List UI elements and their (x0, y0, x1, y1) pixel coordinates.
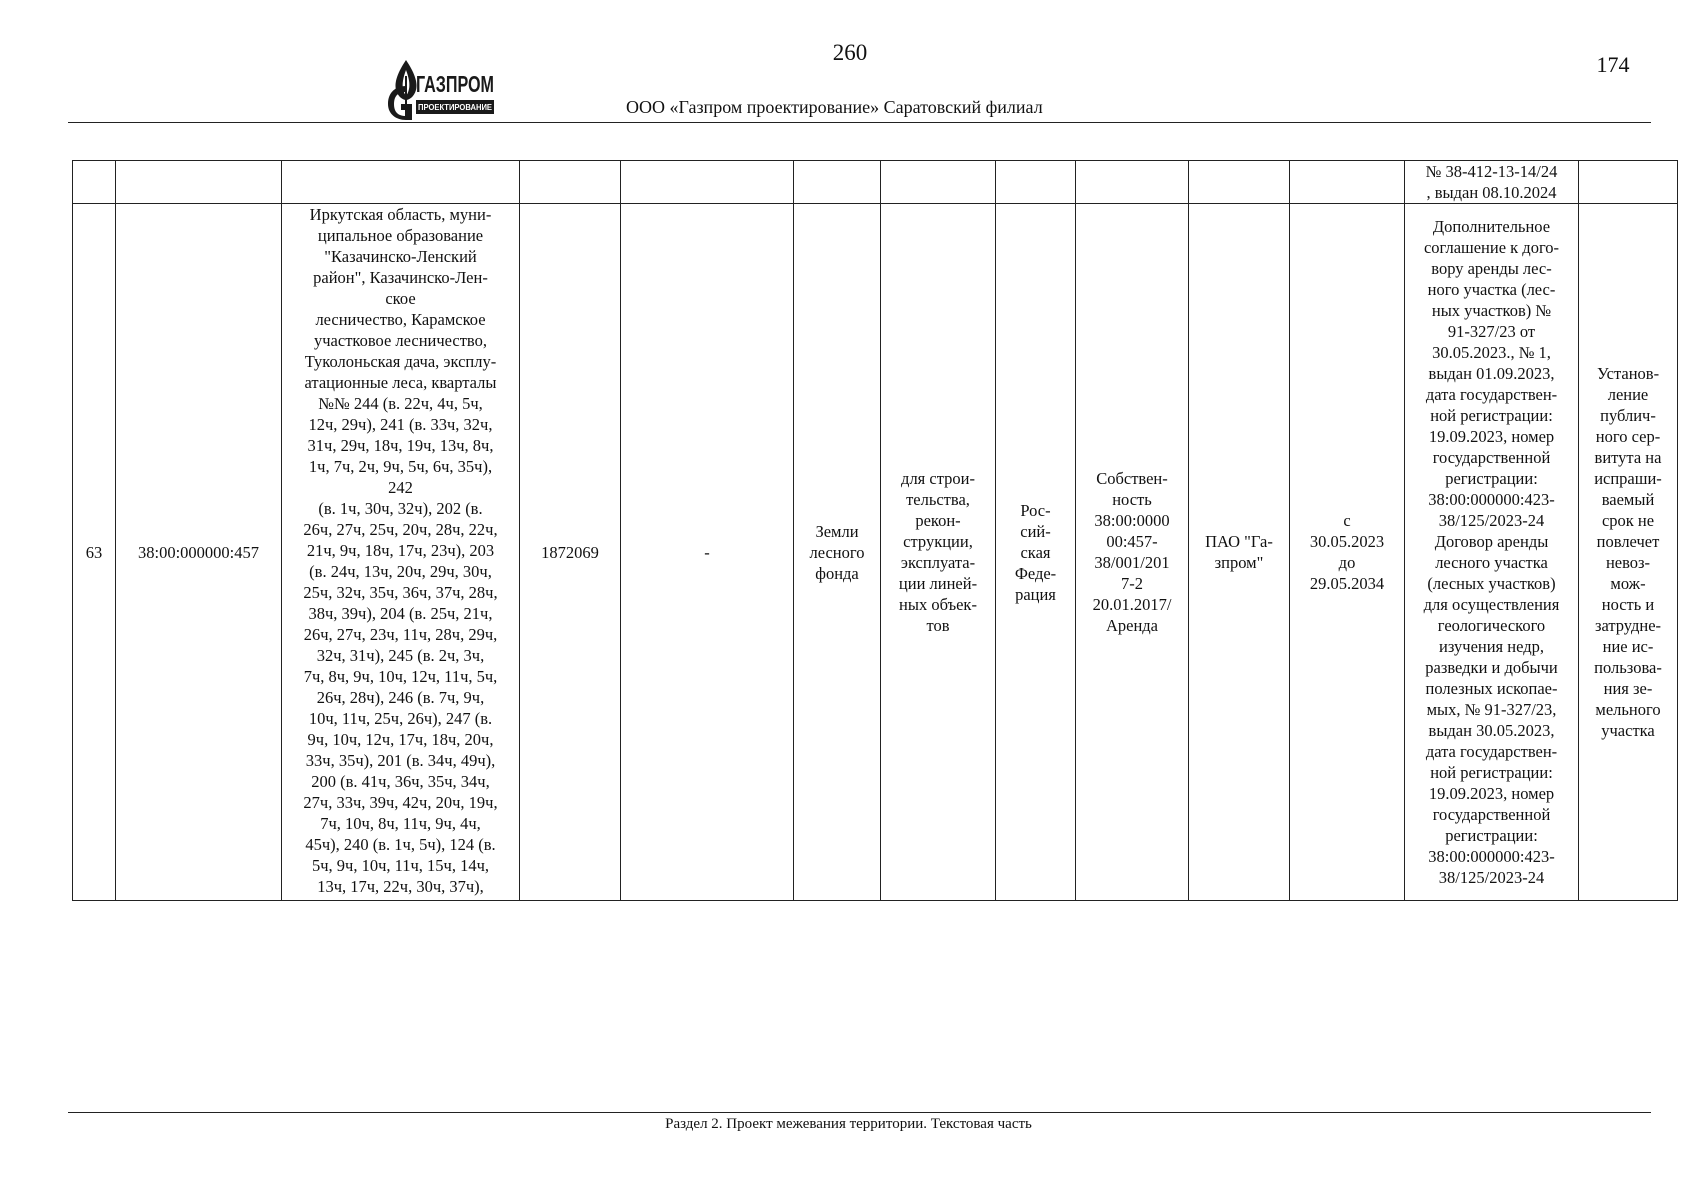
note-cell: Установ- ление публич- ного сер- витута на испраши- ваемый срок не повлечет невоз- мож- ность и затрудне- ние ис- пользова- ния зе- мельного участка (1579, 204, 1678, 901)
header-divider (68, 122, 1651, 123)
table-row (73, 204, 1678, 901)
term-cell: с 30.05.2023 до 29.05.2034 (1290, 204, 1405, 901)
table-cell (621, 161, 794, 204)
table-cell (794, 161, 881, 204)
area-cell: 1872069 (520, 204, 621, 901)
cadastral-number-cell: 38:00:000000:457 (116, 204, 282, 901)
holder-cell: ПАО "Га- зпром" (1189, 204, 1290, 901)
permitted-use-cell: для строи- тельства, рекон- струкции, эксплуата- ции линей- ных объек- тов (881, 204, 996, 901)
right-cell: Собствен- ность 38:00:0000 00:457- 38/001/201 7-2 20.01.2017/ Аренда (1076, 204, 1189, 901)
document-cell: Дополнительное соглашение к дого- вору аренды лес- ного участка (лес- ных участков) № 91-327/23 от 30.05.2023., № 1, выдан 01.09.2023, дата государствен- ной регистрации: 19.09.2023, номер государственной регистрации: 38:00:000000:423- 38/125/2023-24 Договор аренды лесного участка (лесных участков) для осуществления геологического изучения недр, разведки и добычи полезных ископае- мых, № 91-327/23, выдан 30.05.2023, дата государствен- ной регистрации: 19.09.2023, номер государственной регистрации: 38:00:000000:423- 38/125/2023-24 (1405, 204, 1579, 901)
table-row (73, 161, 1678, 204)
footer-divider (68, 1112, 1651, 1113)
table-cell (116, 161, 282, 204)
owner-cell: Рос- сий- ская Феде- рация (996, 204, 1076, 901)
table-cell (1579, 161, 1678, 204)
land-category-cell: Земли лесного фонда (794, 204, 881, 901)
document-ref-cell: № 38-412-13-14/24 , выдан 08.10.2024 (1405, 161, 1579, 204)
logo-sub-text: ПРОЕКТИРОВАНИЕ (418, 103, 493, 112)
row-number-cell: 63 (73, 204, 116, 901)
logo-brand-text: ГАЗПРОМ (416, 71, 494, 97)
address-cell: Иркутская область, муни- ципальное образование "Казачинско-Ленский район", Казачинско-Лен- ское лесничество, Карамское участковое лесничество, Туколоньская дача, эксплу- атационные леса, кварталы №№ 244 (в. 22ч, 4ч, 5ч, 12ч, 29ч), 241 (в. 33ч, 32ч, 31ч, 29ч, 18ч, 19ч, 13ч, 8ч, 1ч, 7ч, 2ч, 9ч, 5ч, 6ч, 35ч), 242 (в. 1ч, 30ч, 32ч), 202 (в. 26ч, 27ч, 25ч, 20ч, 28ч, 22ч, 21ч, 9ч, 18ч, 17ч, 23ч), 203 (в. 24ч, 13ч, 20ч, 29ч, 30ч, 25ч, 32ч, 35ч, 36ч, 37ч, 28ч, 38ч, 39ч), 204 (в. 25ч, 21ч, 26ч, 27ч, 23ч, 11ч, 28ч, 29ч, 32ч, 31ч), 245 (в. 2ч, 3ч, 7ч, 8ч, 9ч, 10ч, 12ч, 11ч, 5ч, 26ч, 28ч), 246 (в. 7ч, 9ч, 10ч, 11ч, 25ч, 26ч), 247 (в. 9ч, 10ч, 12ч, 17ч, 18ч, 20ч, 33ч, 35ч), 201 (в. 34ч, 49ч), 200 (в. 41ч, 36ч, 35ч, 34ч, 27ч, 33ч, 39ч, 42ч, 20ч, 19ч, 7ч, 10ч, 8ч, 11ч, 9ч, 4ч, 45ч), 240 (в. 1ч, 5ч), 124 (в. 5ч, 9ч, 10ч, 11ч, 15ч, 14ч, 13ч, 17ч, 22ч, 30ч, 37ч), (282, 204, 520, 901)
table-cell (282, 161, 520, 204)
page-number-right: 174 (1596, 52, 1630, 77)
organization-name: ООО «Газпром проектирование» Саратовский филиал (626, 97, 1043, 117)
dash-cell: - (621, 204, 794, 901)
table-cell (881, 161, 996, 204)
land-plots-table (72, 160, 1678, 901)
footer-text: Раздел 2. Проект межевания территории. Текстовая часть (665, 1116, 1032, 1132)
gazprom-logo-icon (384, 56, 498, 120)
table-cell (996, 161, 1076, 204)
table-cell (520, 161, 621, 204)
table-cell (1189, 161, 1290, 204)
page-number-center: 260 (832, 40, 868, 65)
table-cell (1076, 161, 1189, 204)
table-cell (73, 161, 116, 204)
table-cell (1290, 161, 1405, 204)
